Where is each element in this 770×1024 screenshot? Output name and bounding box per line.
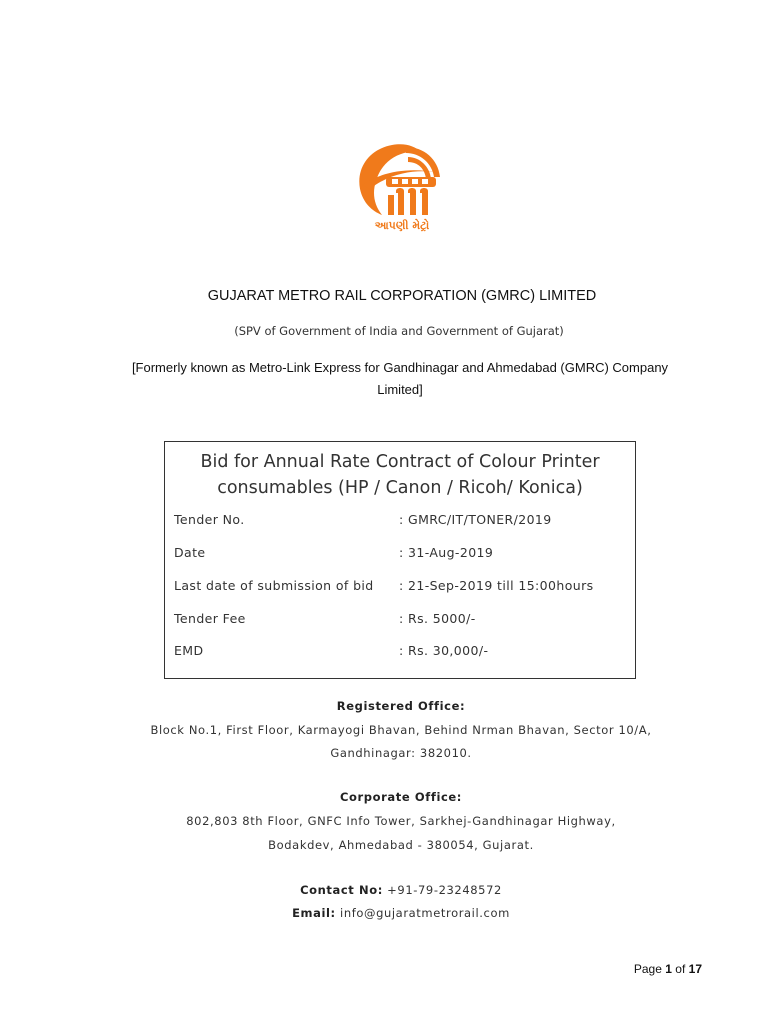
row-label: Tender Fee	[174, 611, 246, 626]
tender-row-emd	[174, 643, 634, 663]
corporate-office-line-1: 802,803 8th Floor, GNFC Info Tower, Sarkhej-Gandhinagar Highway,	[186, 814, 616, 828]
row-label: Date	[174, 545, 206, 560]
row-value: : Rs. 30,000/-	[399, 643, 489, 658]
corporation-name: GUJARAT METRO RAIL CORPORATION (GMRC) LIMITED	[207, 288, 597, 304]
row-value: : Rs. 5000/-	[399, 611, 476, 626]
registered-office-line-2: Gandhinagar: 382010.	[330, 746, 472, 760]
page-current: 1	[665, 962, 672, 976]
page-total: 17	[688, 962, 702, 976]
registered-office-line-1: Block No.1, First Floor, Karmayogi Bhavan, Behind Nrman Bhavan, Sector 10/A,	[150, 723, 652, 737]
row-value: : 21-Sep-2019 till 15:00hours	[399, 578, 594, 593]
formerly-line-2: Limited]	[377, 382, 423, 397]
corporate-office-line-2: Bodakdev, Ahmedabad - 380054, Gujarat.	[268, 838, 534, 852]
contact-email	[0, 906, 770, 920]
tender-row-date	[174, 545, 634, 565]
tender-row-last-date	[174, 578, 634, 598]
contact-number	[0, 883, 770, 897]
tender-title-line-1: Bid for Annual Rate Contract of Colour Printer	[200, 452, 600, 472]
row-value: : GMRC/IT/TONER/2019	[399, 512, 552, 527]
tender-details-box	[164, 441, 636, 679]
row-label: Tender No.	[174, 512, 245, 527]
row-label: Last date of submission of bid	[174, 578, 374, 593]
formerly-known-as	[110, 357, 690, 401]
contact-value: +91-79-23248572	[387, 883, 502, 897]
registered-office-heading: Registered Office:	[336, 699, 466, 713]
formerly-line-1: [Formerly known as Metro-Link Express for Gandhinagar and Ahmedabad (GMRC) Company	[131, 360, 669, 375]
email-value[interactable]: info@gujaratmetrorail.com	[340, 906, 510, 920]
page-number	[622, 962, 702, 976]
row-label: EMD	[174, 643, 204, 658]
row-value: : 31-Aug-2019	[399, 545, 494, 560]
tender-title	[165, 449, 635, 501]
logo-caption: આપણી મેટ્રો	[374, 219, 430, 232]
corporate-office-heading: Corporate Office:	[339, 790, 463, 804]
spv-line: (SPV of Government of India and Government of Gujarat)	[234, 324, 564, 338]
tender-title-line-2: consumables (HP / Canon / Ricoh/ Konica)	[217, 478, 583, 498]
contact-label: Contact No:	[300, 883, 383, 897]
page-of: of	[675, 962, 686, 976]
page-prefix: Page	[633, 962, 662, 976]
email-label: Email:	[292, 906, 336, 920]
tender-row-fee	[174, 611, 634, 631]
tender-row-tender-no	[174, 512, 634, 532]
